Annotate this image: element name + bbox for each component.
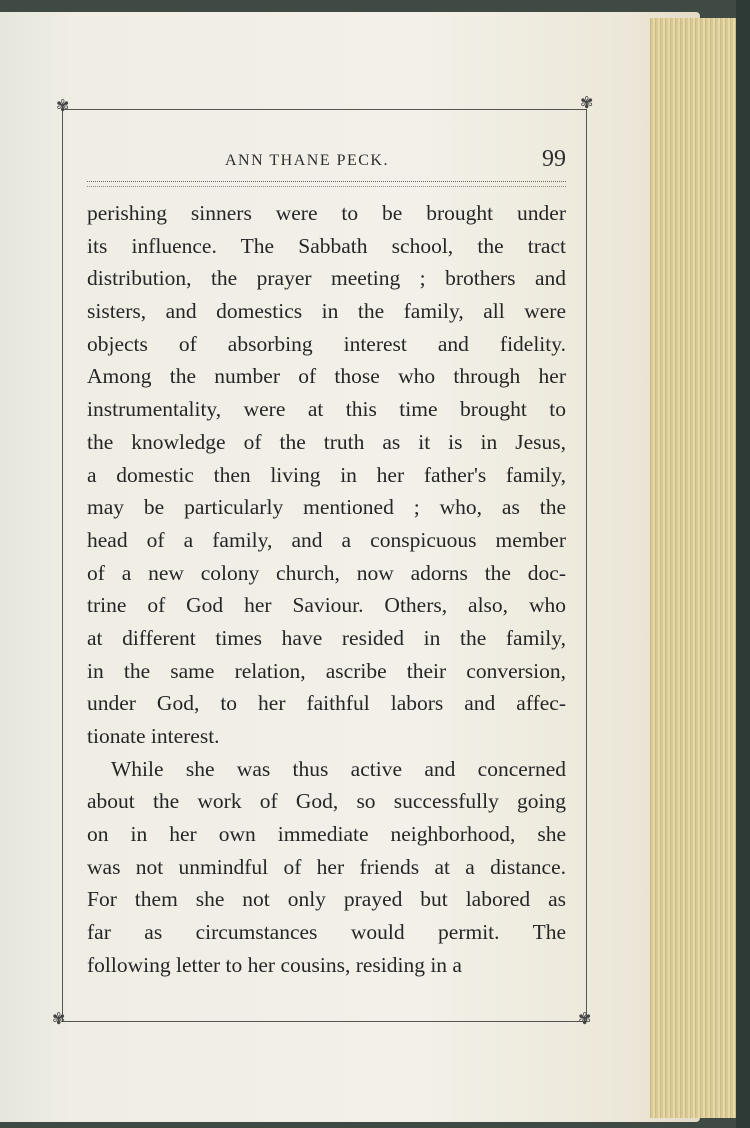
text-line: following letter to her cousins, residing in a: [87, 952, 462, 977]
body-text: [87, 197, 566, 982]
text-line: its influence. The Sabbath school, the tract: [87, 233, 566, 258]
running-title: ANN THANE PECK.: [225, 152, 389, 169]
corner-ornament-icon: ✾: [580, 95, 594, 112]
text-line: in the same relation, ascribe their conversion,: [87, 658, 566, 683]
text-line: instrumentality, were at this time brought to: [87, 397, 566, 422]
corner-ornament-icon: ✾: [578, 1011, 592, 1028]
text-line: the knowledge of the truth as it is in Jesus,: [87, 429, 566, 454]
text-line: head of a family, and a conspicuous member: [87, 527, 566, 552]
text-line: was not unmindful of her friends at a distance.: [87, 854, 566, 879]
text-line: on in her own immediate neighborhood, she: [87, 822, 566, 847]
text-line: objects of absorbing interest and fidelity.: [87, 331, 566, 356]
text-line: at different times have resided in the family,: [87, 625, 566, 650]
text-line: Among the number of those who through her: [87, 364, 566, 389]
text-line: far as circumstances would permit. The: [87, 920, 566, 945]
book-cover-edge: [736, 0, 750, 1128]
header-rule: [87, 181, 566, 187]
text-line: distribution, the prayer meeting ; brothers and: [87, 266, 566, 291]
text-line: sisters, and domestics in the family, all were: [87, 299, 566, 324]
page-header: [87, 146, 566, 176]
page-number: 99: [542, 146, 566, 172]
text-line: perishing sinners were to be brought under: [87, 201, 566, 225]
corner-ornament-icon: ✾: [56, 98, 70, 115]
corner-ornament-icon: ✾: [52, 1011, 66, 1028]
text-line: a domestic then living in her father's family,: [87, 462, 566, 487]
text-line: about the work of God, so successfully going: [87, 789, 566, 814]
text-line: While she was thus active and concerned: [111, 756, 566, 781]
page-edges: [650, 18, 739, 1118]
text-line: trine of God her Saviour. Others, also, who: [87, 593, 566, 618]
text-line: may be particularly mentioned ; who, as the: [87, 495, 566, 520]
text-line: tionate interest.: [87, 724, 220, 748]
text-line: For them she not only prayed but labored as: [87, 887, 566, 912]
text-line: of a new colony church, now adorns the doc-: [87, 560, 566, 585]
text-line: under God, to her faithful labors and affec-: [87, 691, 566, 716]
